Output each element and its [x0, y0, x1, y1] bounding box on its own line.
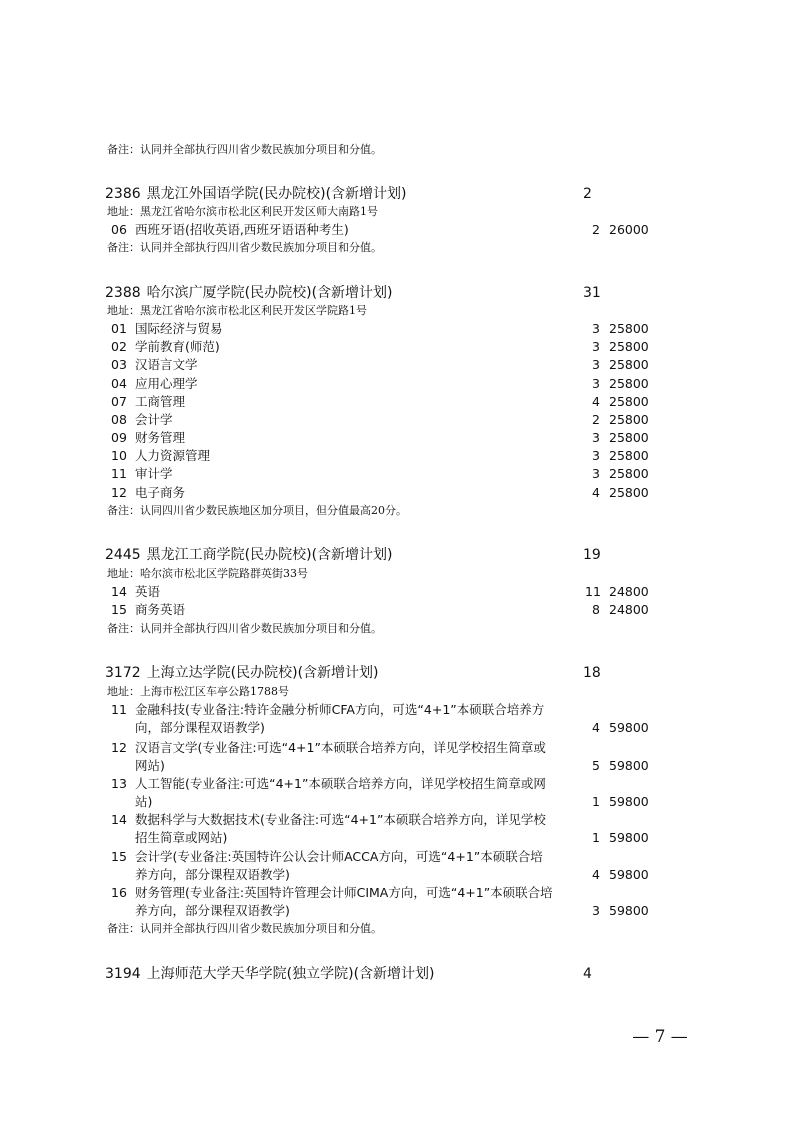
major-row	[107, 465, 652, 483]
major-plan: 2	[592, 412, 600, 427]
major-fee: 25800	[609, 448, 649, 463]
major-name: 学前教育(师范)	[135, 339, 220, 354]
major-name: 人力资源管理	[135, 448, 211, 463]
major-name: 人工智能(专业备注:可选“4+1”本硕联合培养方向，详见学校招生简章或网站)	[135, 776, 546, 809]
major-row	[107, 429, 652, 447]
major-code: 02	[111, 339, 127, 354]
major-plan: 4	[592, 720, 600, 735]
major-fee: 59800	[609, 720, 649, 735]
school-header	[105, 283, 605, 303]
major-name: 工商管理	[135, 394, 186, 409]
major-fee: 25800	[609, 394, 649, 409]
major-plan: 3	[592, 430, 600, 445]
major-row	[107, 583, 652, 601]
school-name: 上海师范大学天华学院(独立学院)(含新增计划)	[146, 966, 435, 982]
major-code: 15	[111, 849, 127, 864]
major-code: 14	[111, 812, 127, 827]
major-code: 01	[111, 321, 127, 336]
school-name: 哈尔滨广厦学院(民办院校)(含新增计划)	[146, 285, 393, 301]
major-fee: 25800	[609, 466, 649, 481]
major-row	[107, 221, 652, 239]
major-name: 西班牙语(招收英语,西班牙语语种考生)	[135, 222, 349, 237]
school-total-plan: 18	[583, 665, 601, 681]
major-row	[107, 848, 652, 884]
school-note: 备注：认同四川省少数民族地区加分项目，但分值最高20分。	[107, 504, 407, 517]
major-code: 07	[111, 394, 127, 409]
major-row	[107, 447, 652, 465]
major-name: 汉语言文学	[135, 357, 198, 372]
major-row	[107, 484, 652, 502]
school-header	[105, 663, 605, 683]
major-plan: 1	[592, 794, 600, 809]
major-row	[107, 320, 652, 338]
major-name: 国际经济与贸易	[135, 321, 223, 336]
school-header	[105, 964, 605, 984]
school-code: 3172	[105, 665, 141, 681]
major-plan: 3	[592, 376, 600, 391]
major-name: 英语	[135, 584, 161, 599]
major-plan: 3	[592, 339, 600, 354]
major-name: 汉语言文学(专业备注:可选“4+1”本硕联合培养方向，详见学校招生简章或网站)	[135, 740, 546, 773]
major-code: 04	[111, 376, 127, 391]
major-code: 10	[111, 448, 127, 463]
major-name: 电子商务	[135, 485, 186, 500]
school-total-plan: 2	[583, 186, 592, 202]
major-row	[107, 601, 652, 619]
major-row	[107, 701, 652, 737]
major-fee: 24800	[609, 602, 649, 617]
school-code: 3194	[105, 966, 141, 982]
major-plan: 3	[592, 903, 600, 918]
major-name: 金融科技(专业备注:特许金融分析师CFA方向，可选“4+1”本硕联合培养方向，部分课程双语教学)	[135, 702, 545, 735]
major-plan: 5	[592, 758, 600, 773]
school-note: 备注：认同并全部执行四川省少数民族加分项目和分值。	[107, 922, 382, 935]
school-total-plan: 4	[583, 966, 592, 982]
major-code: 14	[111, 584, 127, 599]
school-header	[105, 545, 605, 565]
major-row	[107, 811, 652, 847]
major-code: 16	[111, 885, 127, 900]
major-fee: 25800	[609, 339, 649, 354]
major-fee: 25800	[609, 321, 649, 336]
major-row	[107, 739, 652, 775]
major-plan: 4	[592, 867, 600, 882]
major-plan: 3	[592, 448, 600, 463]
major-code: 09	[111, 430, 127, 445]
major-fee: 25800	[609, 412, 649, 427]
major-name: 应用心理学	[135, 376, 198, 391]
major-fee: 59800	[609, 903, 649, 918]
major-plan: 11	[585, 584, 601, 599]
major-row	[107, 375, 652, 393]
major-plan: 3	[592, 466, 600, 481]
major-name: 商务英语	[135, 602, 186, 617]
major-name: 财务管理	[135, 430, 186, 445]
school-name: 黑龙江工商学院(民办院校)(含新增计划)	[146, 547, 393, 563]
major-code: 12	[111, 485, 127, 500]
major-plan: 3	[592, 321, 600, 336]
page-number: — 7 —	[632, 1027, 688, 1047]
major-name: 数据科学与大数据技术(专业备注:可选“4+1”本硕联合培养方向，详见学校招生简章或网站)	[135, 812, 546, 845]
major-row	[107, 775, 652, 811]
major-fee: 25800	[609, 485, 649, 500]
major-row	[107, 338, 652, 356]
major-name: 财务管理(专业备注:英国特许管理会计师CIMA方向，可选“4+1”本硕联合培养方向，部分课程双语教学)	[135, 885, 553, 918]
major-plan: 2	[592, 222, 600, 237]
top-note: 备注：认同并全部执行四川省少数民族加分项目和分值。	[107, 143, 382, 156]
major-row	[107, 884, 652, 920]
school-address: 地址：上海市松江区车亭公路1788号	[107, 685, 289, 698]
school-code: 2445	[105, 547, 141, 563]
school-note: 备注：认同并全部执行四川省少数民族加分项目和分值。	[107, 241, 382, 254]
major-code: 11	[111, 466, 127, 481]
major-fee: 59800	[609, 758, 649, 773]
school-note: 备注：认同并全部执行四川省少数民族加分项目和分值。	[107, 622, 382, 635]
school-name: 上海立达学院(民办院校)(含新增计划)	[146, 665, 379, 681]
school-code: 2386	[105, 186, 141, 202]
major-plan: 4	[592, 394, 600, 409]
major-row	[107, 393, 652, 411]
major-fee: 59800	[609, 867, 649, 882]
school-total-plan: 31	[583, 285, 601, 301]
major-plan: 8	[592, 602, 600, 617]
major-row	[107, 411, 652, 429]
major-code: 12	[111, 740, 127, 755]
major-name: 会计学	[135, 412, 173, 427]
school-total-plan: 19	[583, 547, 601, 563]
major-plan: 1	[592, 830, 600, 845]
school-address: 地址：黑龙江省哈尔滨市松北区利民开发区师大南路1号	[107, 205, 378, 218]
major-fee: 26000	[609, 222, 649, 237]
school-address: 地址：黑龙江省哈尔滨市松北区利民开发区学院路1号	[107, 304, 367, 317]
major-code: 15	[111, 602, 127, 617]
major-fee: 59800	[609, 830, 649, 845]
major-fee: 24800	[609, 584, 649, 599]
major-code: 06	[111, 222, 127, 237]
major-fee: 25800	[609, 376, 649, 391]
school-header	[105, 184, 605, 204]
major-fee: 59800	[609, 794, 649, 809]
major-code: 11	[111, 702, 127, 717]
major-fee: 25800	[609, 357, 649, 372]
major-code: 03	[111, 357, 127, 372]
major-plan: 3	[592, 357, 600, 372]
major-code: 08	[111, 412, 127, 427]
school-name: 黑龙江外国语学院(民办院校)(含新增计划)	[146, 186, 407, 202]
school-address: 地址：哈尔滨市松北区学院路群英街33号	[107, 567, 308, 580]
major-row	[107, 356, 652, 374]
major-plan: 4	[592, 485, 600, 500]
major-code: 13	[111, 776, 127, 791]
major-name: 会计学(专业备注:英国特许公认会计师ACCA方向，可选“4+1”本硕联合培养方向，部分课程双语教学)	[135, 849, 543, 882]
major-name: 审计学	[135, 466, 173, 481]
school-code: 2388	[105, 285, 141, 301]
major-fee: 25800	[609, 430, 649, 445]
